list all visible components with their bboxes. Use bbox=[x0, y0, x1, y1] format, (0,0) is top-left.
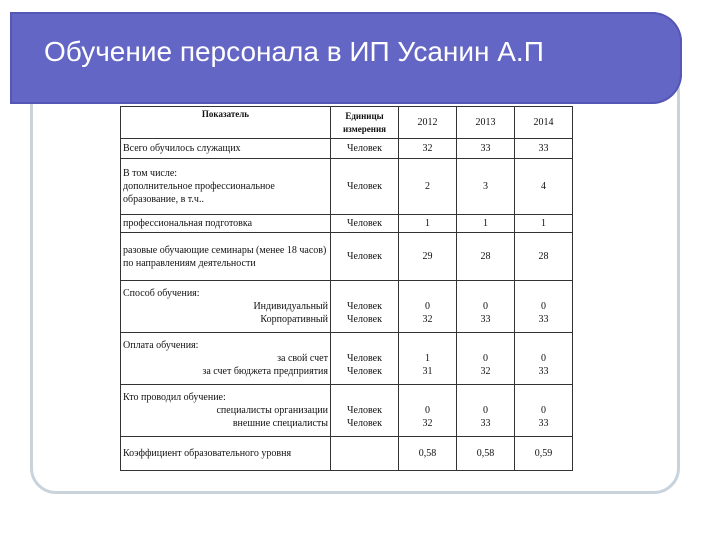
section-label: Способ обучения: bbox=[123, 288, 200, 299]
row-label bbox=[121, 333, 331, 385]
value-cell: 32 bbox=[399, 139, 457, 159]
value-cell: 1 bbox=[399, 215, 457, 233]
header-year-2012: 2012 bbox=[399, 107, 457, 139]
value-cell: 28 bbox=[515, 233, 573, 281]
row-label-text: специалисты организации bbox=[216, 405, 328, 416]
table-row bbox=[121, 159, 573, 215]
table-row bbox=[121, 333, 573, 385]
value-cell: 0 33 bbox=[515, 333, 573, 385]
section-label: Оплата обучения: bbox=[123, 340, 199, 351]
unit-cell: Человек Человек bbox=[331, 385, 399, 437]
unit-cell-empty bbox=[331, 437, 399, 471]
title-bar bbox=[10, 12, 682, 104]
table-row bbox=[121, 437, 573, 471]
value-cell: 0 32 bbox=[457, 333, 515, 385]
unit-cell: Человек bbox=[331, 139, 399, 159]
table-row bbox=[121, 139, 573, 159]
value-cell: 0,59 bbox=[515, 437, 573, 471]
unit-cell: Человек Человек bbox=[331, 281, 399, 333]
value-cell: 1 bbox=[515, 215, 573, 233]
row-label-text: Корпоративный bbox=[260, 314, 328, 325]
row-label: разовые обучающие семинары (менее 18 часов) по направлениям деятельности bbox=[121, 233, 331, 281]
row-label bbox=[121, 159, 331, 215]
value-cell: 4 bbox=[515, 159, 573, 215]
table-row bbox=[121, 281, 573, 333]
value-cell: 33 bbox=[515, 139, 573, 159]
header-units: Единицы измерения bbox=[331, 107, 399, 139]
table-row bbox=[121, 385, 573, 437]
value-cell: 33 bbox=[457, 139, 515, 159]
row-label: Коэффициент образовательного уровня bbox=[121, 437, 331, 471]
value-cell: 0 33 bbox=[515, 385, 573, 437]
value-cell: 0,58 bbox=[399, 437, 457, 471]
row-label-text: дополнительное профессиональное образование, в т.ч.. bbox=[123, 181, 275, 205]
value-cell: 0 32 bbox=[399, 281, 457, 333]
row-label-text: за свой счет bbox=[277, 353, 328, 364]
section-label: В том числе: bbox=[123, 168, 178, 179]
row-label bbox=[121, 385, 331, 437]
value-cell: 0 33 bbox=[457, 281, 515, 333]
table-row bbox=[121, 215, 573, 233]
header-year-2014: 2014 bbox=[515, 107, 573, 139]
section-label: Кто проводил обучение: bbox=[123, 392, 226, 403]
unit-cell: Человек bbox=[331, 233, 399, 281]
header-year-2013: 2013 bbox=[457, 107, 515, 139]
value-cell: 0 33 bbox=[515, 281, 573, 333]
slide-title: Обучение персонала в ИП Усанин А.П bbox=[44, 36, 544, 67]
value-cell: 0 32 bbox=[399, 385, 457, 437]
table-row bbox=[121, 233, 573, 281]
row-label-text: внешние специалисты bbox=[232, 418, 328, 429]
row-label: профессиональная подготовка bbox=[121, 215, 331, 233]
value-cell: 28 bbox=[457, 233, 515, 281]
value-cell: 1 bbox=[457, 215, 515, 233]
header-indicator: Показатель bbox=[121, 107, 331, 139]
unit-cell: Человек bbox=[331, 215, 399, 233]
value-cell: 1 31 bbox=[399, 333, 457, 385]
unit-cell: Человек bbox=[331, 159, 399, 215]
value-cell: 29 bbox=[399, 233, 457, 281]
row-label bbox=[121, 281, 331, 333]
value-cell: 2 bbox=[399, 159, 457, 215]
value-cell: 3 bbox=[457, 159, 515, 215]
value-cell: 0 33 bbox=[457, 385, 515, 437]
row-label-text: Индивидуальный bbox=[253, 301, 328, 312]
row-label: Всего обучилось служащих bbox=[121, 139, 331, 159]
value-cell: 0,58 bbox=[457, 437, 515, 471]
row-label-text: за счет бюджета предприятия bbox=[202, 366, 328, 377]
table-header-row bbox=[121, 107, 573, 139]
unit-cell: Человек Человек bbox=[331, 333, 399, 385]
training-table bbox=[120, 106, 573, 471]
